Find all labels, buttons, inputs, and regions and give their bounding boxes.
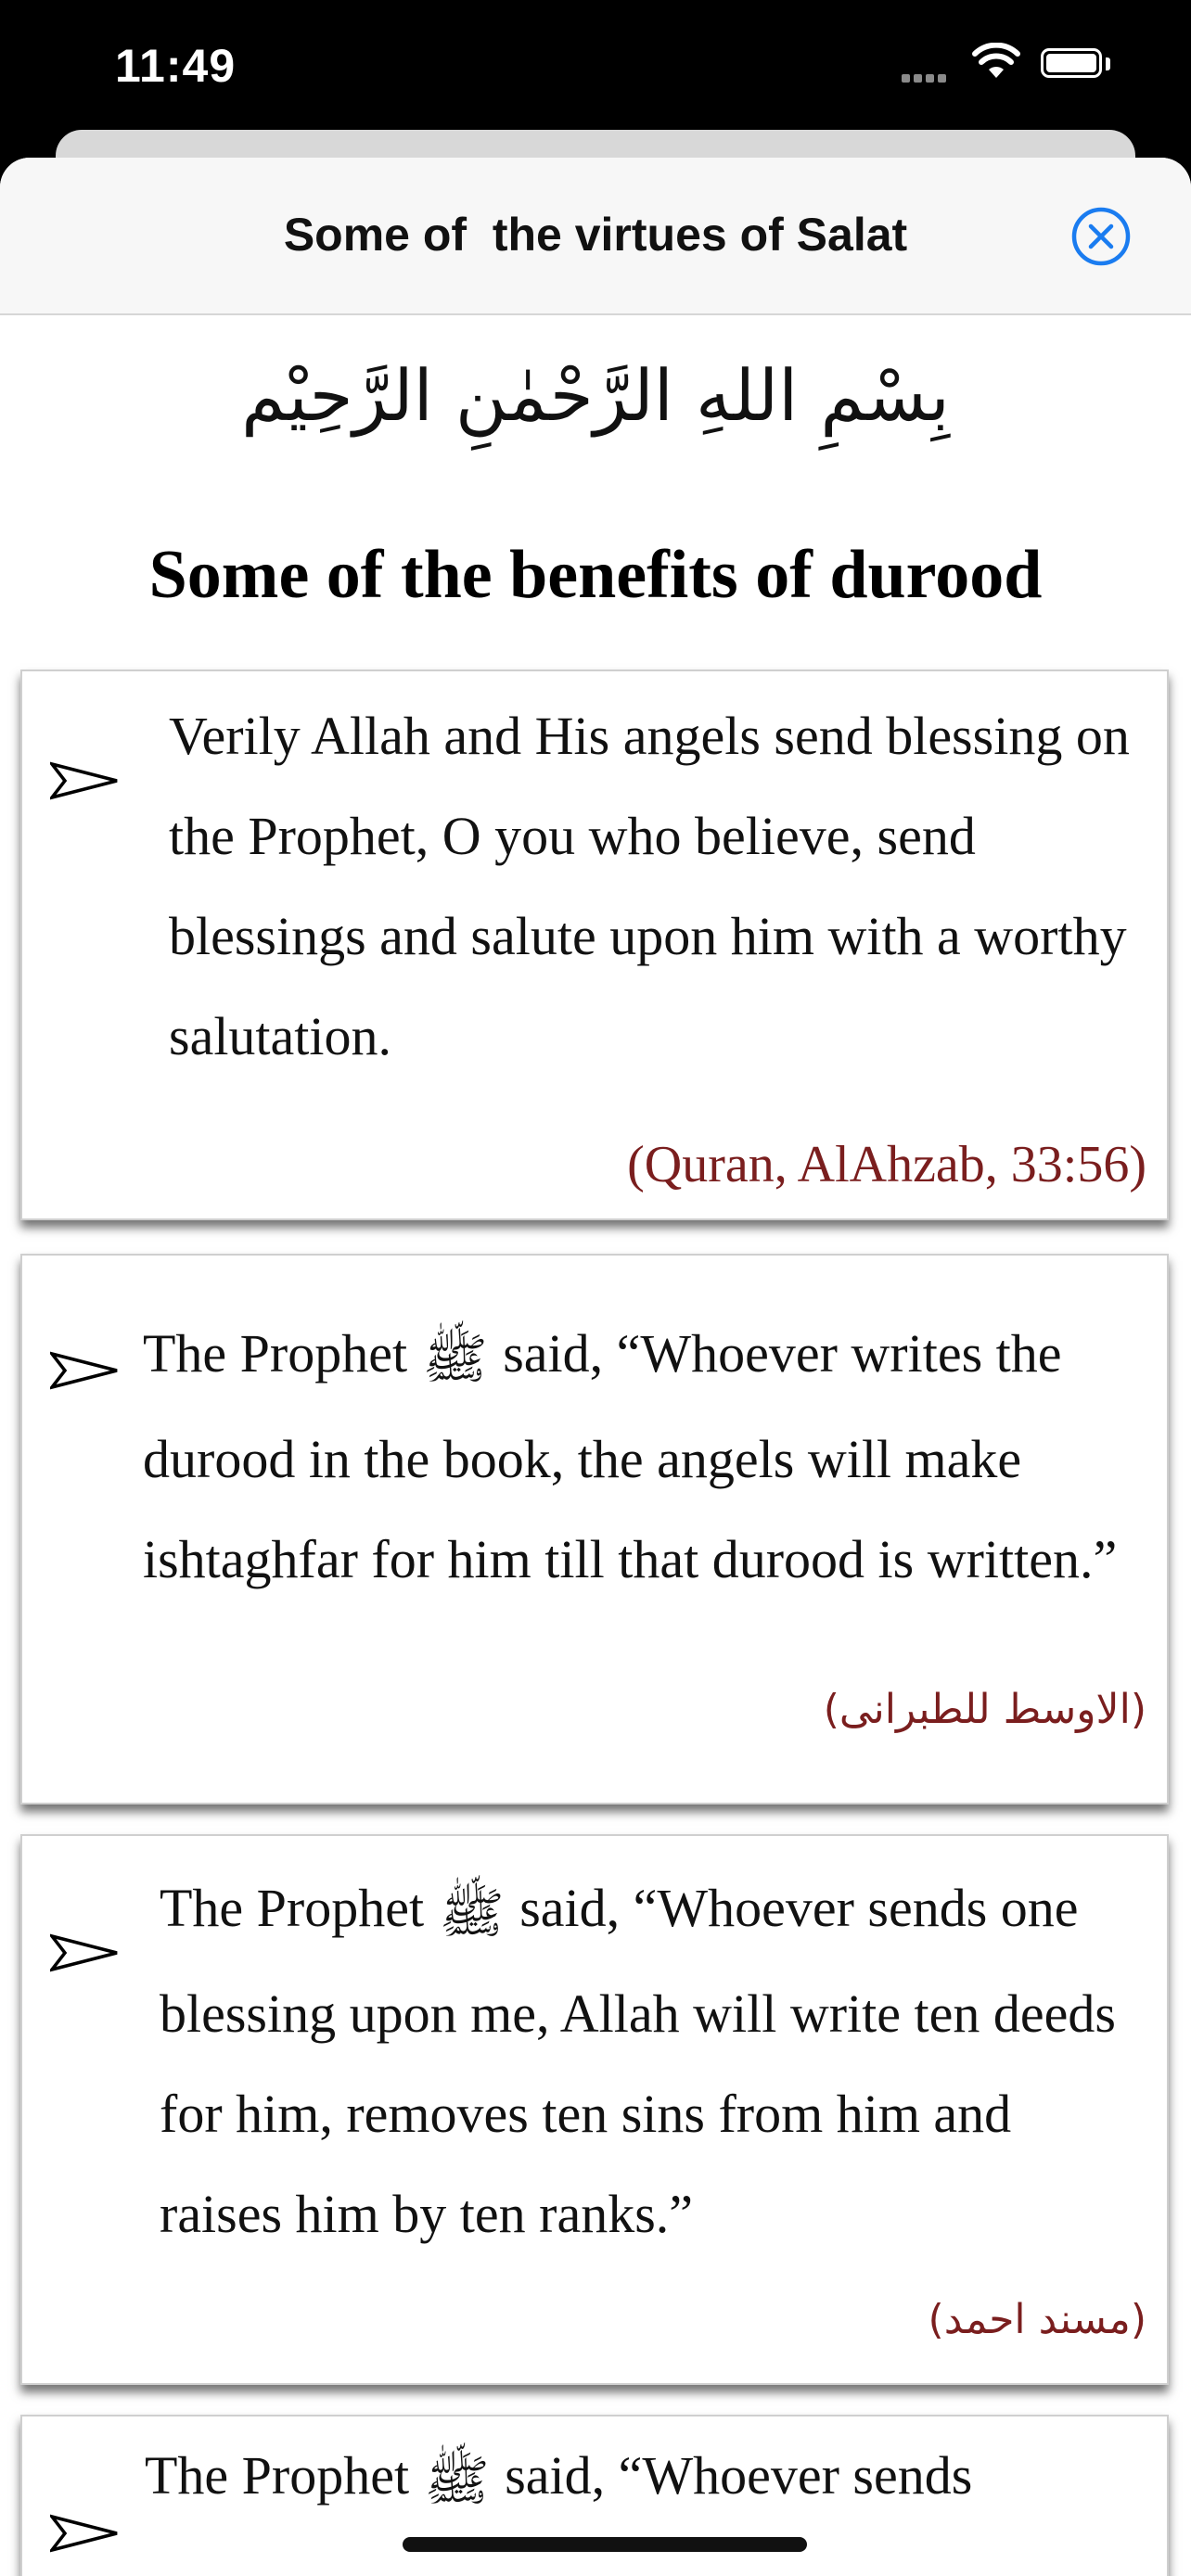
status-bar [0,0,1191,139]
card-citation: (Quran, AlAhzab, 33:56) [627,1136,1146,1193]
arrowhead-bullet-icon [50,2513,119,2554]
card-text: Verily Allah and His angels send blessing on the Prophet, O you who believe, send blessings and salute upon him with a worthy salutation. [169,706,1130,1066]
card-body: said, “Whoever sends one blessing upon me, Allah will write ten deeds for him, removes ten sins from him and raises him by ten ranks.” [160,1878,1116,2244]
page-title: Some of the virtues of Salat [283,209,908,261]
card-body: said, “Whoever sends [505,2445,973,2506]
card-prefix: The Prophet [143,1323,408,1384]
hadith-card [20,670,1169,1220]
status-time: 11:49 [115,40,237,92]
hadith-card [20,1254,1169,1804]
card-prefix: The Prophet [145,2445,410,2506]
arrowhead-bullet-icon [50,760,119,801]
card-text [160,1858,1146,2264]
card-citation: (مسند احمد) [928,2296,1146,2343]
card-body: said, “Whoever writes the durood in the book, the angels will make ishtaghfar for him till that durood is written.” [143,1323,1118,1589]
pbuh-honorific: ﷺ [439,1882,505,1944]
section-heading: Some of the benefits of durood [148,537,1043,613]
arrowhead-bullet-icon [50,1350,119,1391]
close-button[interactable] [1070,206,1132,267]
bismillah-calligraphy: بِسْمِ اللهِ الرَّحْمٰنِ الرَّحِيْم [241,354,950,437]
card-citation: (الاوسط للطبرانی) [823,1686,1146,1733]
wifi-icon [972,43,1020,80]
arrowhead-bullet-icon [50,1932,119,1973]
pbuh-honorific: ﷺ [424,2450,490,2511]
card-text [145,2426,1137,2531]
hadith-card [20,1834,1169,2385]
battery-icon [1041,48,1102,78]
nav-bar [0,158,1191,315]
home-indicator[interactable] [403,2537,807,2552]
modal-sheet [0,158,1191,2576]
cellular-signal-icon [902,70,950,87]
pbuh-honorific: ﷺ [422,1328,488,1389]
card-text [143,1304,1145,1610]
card-prefix: The Prophet [160,1878,425,1938]
battery-tip [1106,57,1110,70]
